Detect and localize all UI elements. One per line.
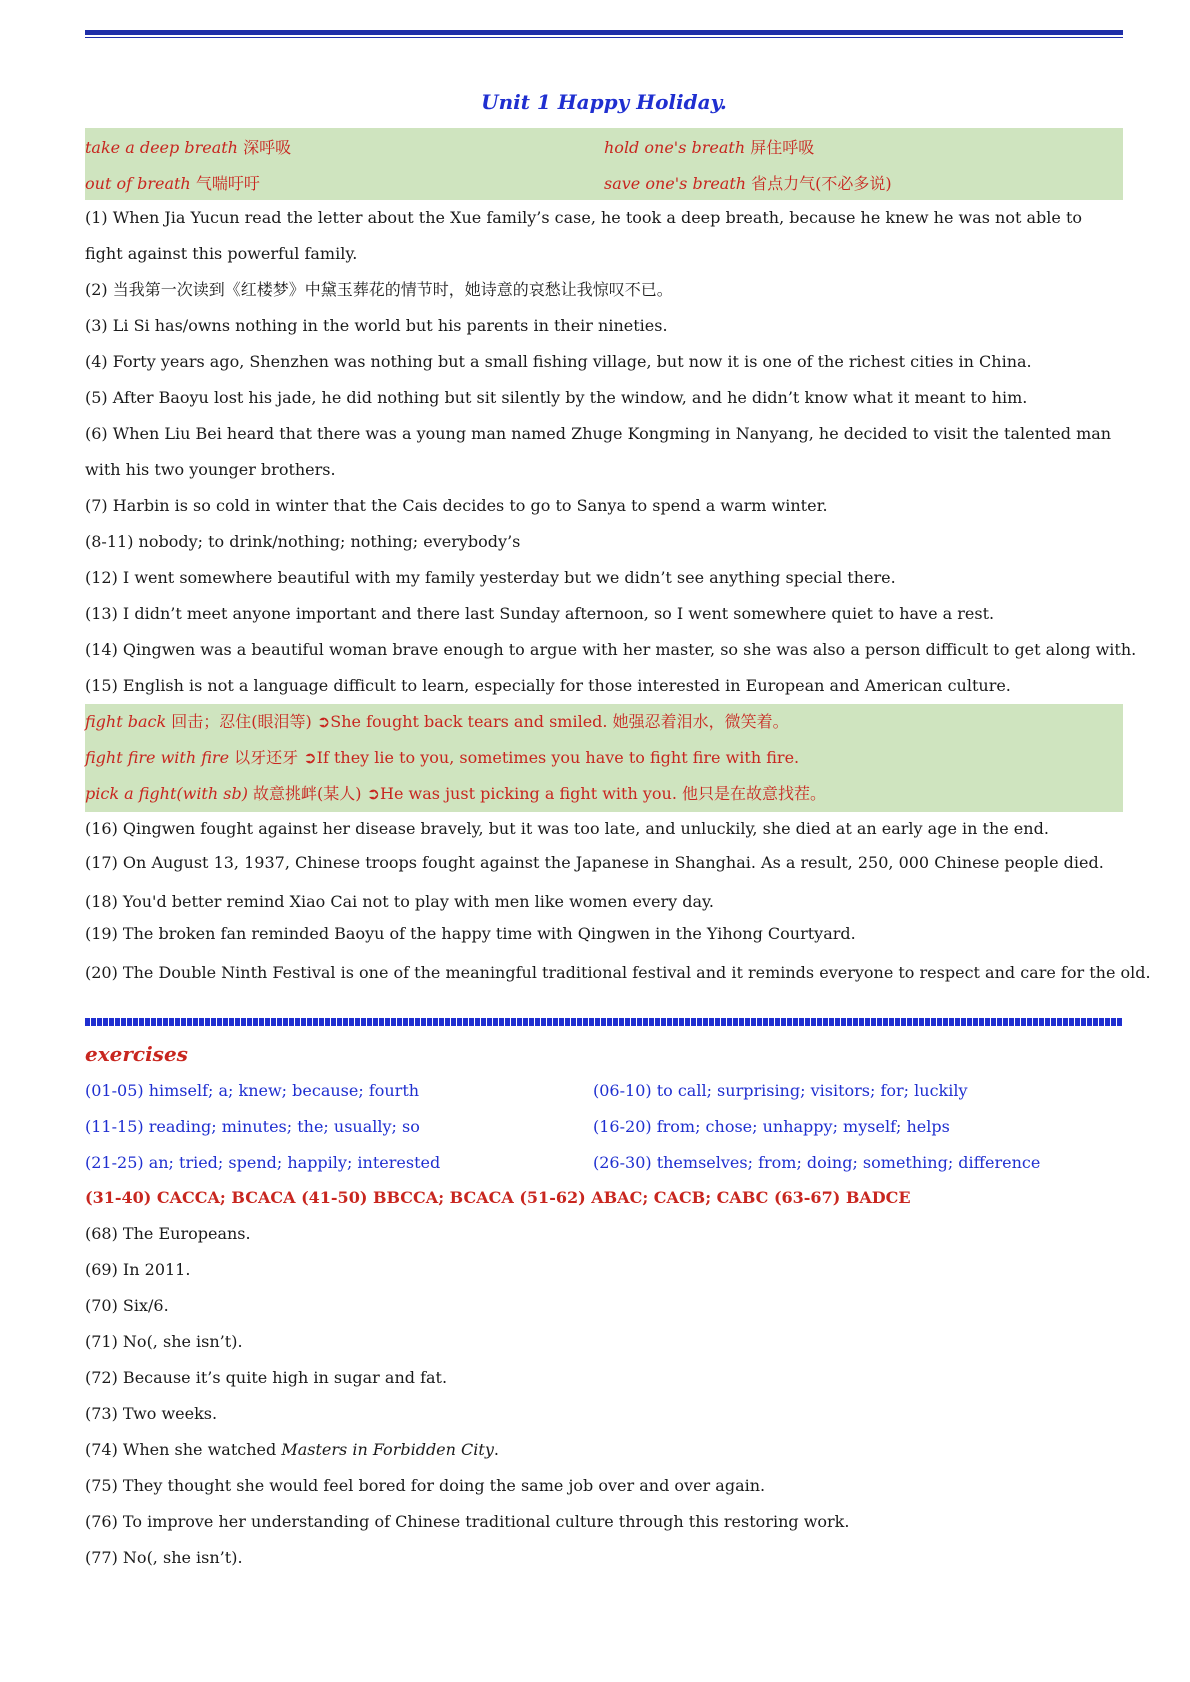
- phrase-example: She fought back tears and smiled. 她强忍着泪水，微笑着。: [330, 712, 789, 731]
- short-answer: (71) No(, she isn’t).: [85, 1332, 243, 1351]
- short-answers: [85, 1216, 1123, 1576]
- fight-phrase-line: [85, 740, 1123, 776]
- phrase-item: [85, 135, 604, 158]
- short-answer: (77) No(, she isn’t).: [85, 1548, 243, 1567]
- answer-text: (74) When she watched: [85, 1440, 282, 1459]
- short-answer: (75) They thought she would feel bored for doing the same job over and over again.: [85, 1476, 766, 1495]
- phrase-row: [85, 128, 1123, 164]
- sentence-line: (2) 当我第一次读到《红楼梦》中黛玉葬花的情节时，她诗意的哀愁让我惊叹不已。: [85, 280, 673, 299]
- answer-title-italic: Masters in Forbidden City: [281, 1440, 494, 1459]
- fight-phrases-box: [85, 704, 1123, 812]
- answer-group: (16-20) from; chose; unhappy; myself; helps: [593, 1116, 950, 1136]
- sentence-line: (7) Harbin is so cold in winter that the Cais decides to go to Sanya to spend a warm winter.: [85, 496, 828, 515]
- short-answer: (72) Because it’s quite high in sugar and fat.: [85, 1368, 448, 1387]
- header-rule: [85, 30, 1123, 35]
- breath-phrases-box: [85, 128, 1123, 200]
- answer-group: (26-30) themselves; from; doing; something; difference: [593, 1152, 1041, 1172]
- answer-group: (21-25) an; tried; spend; happily; interested: [85, 1152, 441, 1172]
- sentence-line: (19) The broken fan reminded Baoyu of the happy time with Qingwen in the Yihong Courtyard.: [85, 924, 856, 943]
- phrase-en: save one's breath: [604, 173, 747, 193]
- answer-group: (11-15) reading; minutes; the; usually; so: [85, 1116, 420, 1136]
- unit-title: Unit 1 Happy Holiday.: [481, 90, 727, 114]
- short-answer: [85, 1432, 1123, 1468]
- phrase-zh: 回击；忍住(眼泪等): [171, 712, 312, 731]
- sentence-line: (3) Li Si has/owns nothing in the world but his parents in their nineties.: [85, 316, 668, 335]
- phrase-item: [604, 135, 1123, 158]
- phrase-zh: 气喘吁吁: [195, 173, 260, 193]
- sentence-line: (4) Forty years ago, Shenzhen was nothing but a small fishing village, but now it is one of the richest cities in China.: [85, 352, 1032, 371]
- sentence-line: (16) Qingwen fought against her disease bravely, but it was too late, and unluckily, she died at an early age in the end.: [85, 819, 1049, 838]
- blank-answers: [85, 1072, 1123, 1180]
- sentence-line: (15) English is not a language difficult to learn, especially for those interested in European and American culture.: [85, 676, 1011, 695]
- sentence-list-b: [85, 812, 1151, 990]
- sentence-line: (17) On August 13, 1937, Chinese troops fought against the Japanese in Shanghai. As a result, 250, 000 Chinese people died.: [85, 853, 1104, 872]
- arrow-icon: ➲: [316, 712, 331, 731]
- phrase-en: fight fire with fire: [85, 748, 230, 767]
- short-answer: (73) Two weeks.: [85, 1404, 218, 1423]
- short-answer: (68) The Europeans.: [85, 1224, 251, 1243]
- answer-row: [85, 1108, 1123, 1144]
- phrase-zh: 屏住呼吸: [750, 137, 815, 157]
- sentence-list-a: [85, 200, 1137, 704]
- sentence-line: (1) When Jia Yucun read the letter about the Xue family’s case, he took a deep breath, because he knew he was not able to fight against this powerful family.: [85, 208, 1083, 263]
- arrow-icon: ➲: [366, 784, 381, 803]
- sentence-line: (5) After Baoyu lost his jade, he did nothing but sit silently by the window, and he didn’t know what it meant to him.: [85, 388, 1028, 407]
- sentence-line: (6) When Liu Bei heard that there was a young man named Zhuge Kongming in Nanyang, he decided to visit the talented man with his two younger brothers.: [85, 424, 1112, 479]
- exercises-heading: exercises: [85, 1042, 188, 1066]
- arrow-icon: ➲: [303, 748, 317, 767]
- phrase-en-object: (with sb): [176, 784, 248, 803]
- header-rule-thin: [85, 37, 1123, 38]
- answer-group: (06-10) to call; surprising; visitors; for; luckily: [593, 1080, 968, 1100]
- phrase-en: take a deep breath: [85, 137, 238, 157]
- phrase-item: [604, 171, 1123, 194]
- sentence-line: (8-11) nobody; to drink/nothing; nothing; everybody’s: [85, 532, 521, 551]
- fight-phrase-line: [85, 776, 1123, 812]
- multiple-choice-answers: (31-40) CACCA; BCACA (41-50) BBCCA; BCACA (51-62) ABAC; CACB; CABC (63-67) BADCE: [85, 1188, 911, 1207]
- short-answer: (76) To improve her understanding of Chinese traditional culture through this restoring work.: [85, 1512, 850, 1531]
- sentence-line: (13) I didn’t meet anyone important and there last Sunday afternoon, so I went somewhere quiet to have a rest.: [85, 604, 995, 623]
- answer-group: (01-05) himself; a; knew; because; fourth: [85, 1080, 420, 1100]
- phrase-example: He was just picking a fight with you. 他只是在故意找茬。: [380, 784, 826, 803]
- phrase-item: [85, 171, 604, 194]
- document-page: [85, 30, 1151, 1576]
- short-answer: (70) Six/6.: [85, 1296, 169, 1315]
- phrase-zh: 故意挑衅(某人): [253, 784, 362, 803]
- answer-row: [85, 1144, 1123, 1180]
- fight-phrase-line: [85, 704, 1123, 740]
- answer-row: [85, 1072, 1123, 1108]
- answer-text: .: [493, 1440, 499, 1459]
- phrase-zh: 省点力气(不必多说): [751, 173, 892, 193]
- phrase-zh: 深呼吸: [243, 137, 292, 157]
- section-divider: [85, 1018, 1123, 1026]
- phrase-example: If they lie to you, sometimes you have to fight fire with fire.: [316, 748, 800, 767]
- phrase-zh: 以牙还牙: [234, 748, 299, 767]
- phrase-en: hold one's breath: [604, 137, 746, 157]
- sentence-line: (14) Qingwen was a beautiful woman brave enough to argue with her master, so she was also a person difficult to get along with.: [85, 640, 1137, 659]
- phrase-row: [85, 164, 1123, 200]
- short-answer: (69) In 2011.: [85, 1260, 191, 1279]
- sentence-line: (18) You'd better remind Xiao Cai not to play with men like women every day.: [85, 892, 714, 911]
- sentence-line: (20) The Double Ninth Festival is one of the meaningful traditional festival and it reminds everyone to respect and care for the old.: [85, 963, 1151, 982]
- sentence-line: (12) I went somewhere beautiful with my family yesterday but we didn’t see anything special there.: [85, 568, 896, 587]
- phrase-en: fight back: [85, 712, 167, 731]
- phrase-en: out of breath: [85, 173, 191, 193]
- phrase-en: pick a fight: [85, 784, 177, 803]
